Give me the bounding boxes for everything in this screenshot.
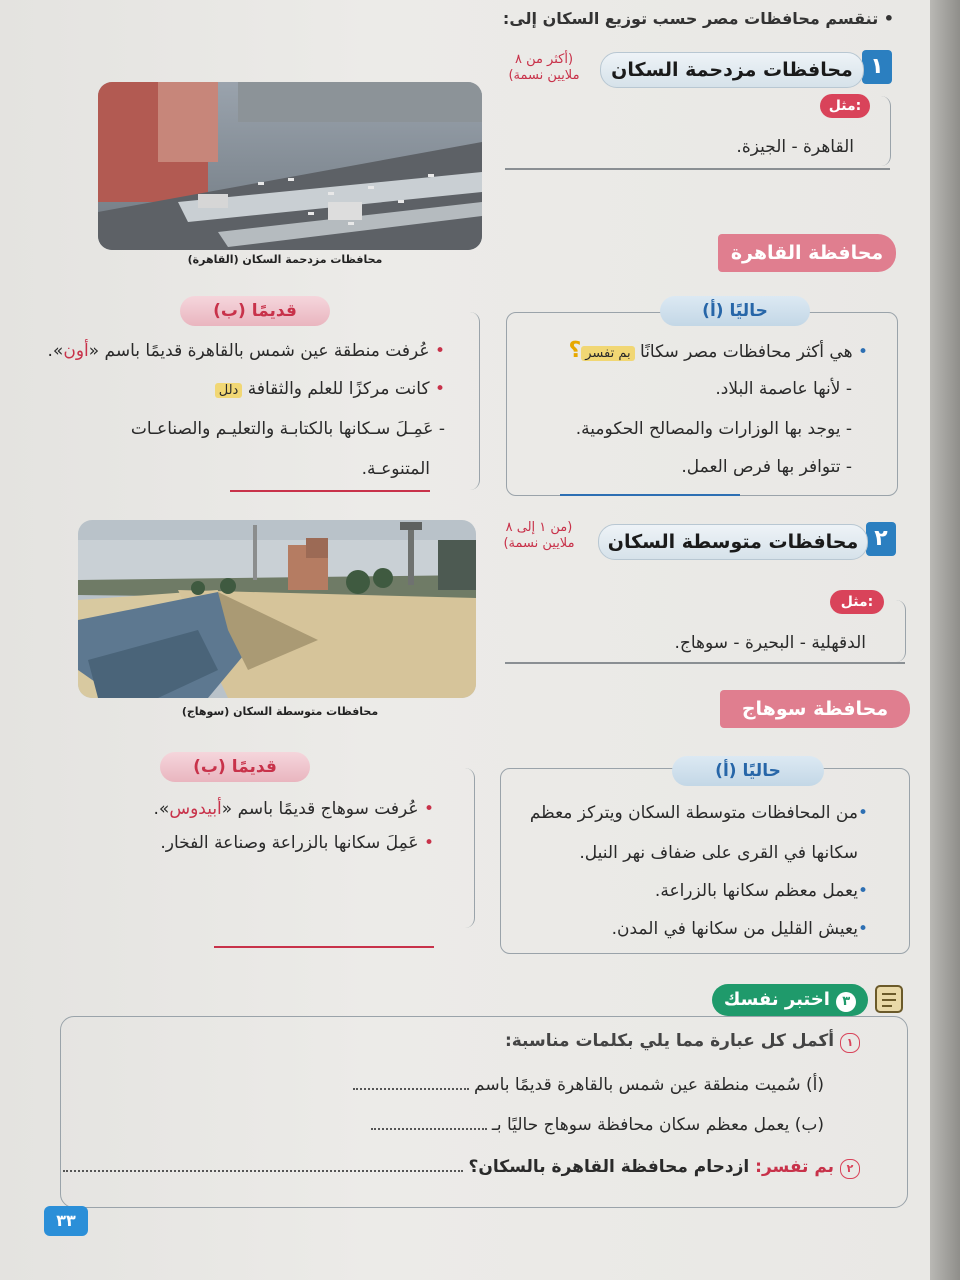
cairo-now-line-3: - يوجد بها الوزارات والمصالح الحكومية. (575, 419, 852, 439)
q1-line (505, 1030, 860, 1053)
section-1-note (494, 52, 594, 84)
cairo-governorate-bar: محافظة القاهرة (718, 234, 896, 272)
cairo-past-line-3: - عَمِـلَ سـكانها بالكتابـة والتعليـم والصناعـات (130, 419, 445, 439)
sohag-past-line-2: • عَمِلَ سكانها بالزراعة وصناعة الفخار. (160, 833, 434, 853)
q1a-label: (أ) (806, 1075, 824, 1095)
section-2-note (484, 520, 594, 552)
test-number: ٣ (836, 992, 856, 1012)
q1a-line (353, 1074, 824, 1096)
sohag-now-line-2: سكانها في القرى على ضفاف نهر النيل. (579, 843, 858, 863)
cairo-now-rule (560, 494, 740, 496)
section-2-title: محافظات متوسطة السكان (598, 524, 868, 560)
q1b-text: يعمل معظم سكان محافظة سوهاج حاليًا بـ (491, 1115, 790, 1135)
sohag-past-rule (214, 946, 434, 948)
q1-text: أكمل كل عبارة مما يلي بكلمات مناسبة: (504, 1031, 835, 1051)
q1b-blank[interactable] (371, 1127, 487, 1130)
section-number-1: ١ (862, 50, 892, 84)
sohag-now-4-text: يعيش القليل من سكانها في المدن. (611, 919, 858, 939)
q1b-line (371, 1114, 825, 1136)
sohag-past-1a: عُرفت سوهاج قديمًا باسم « (221, 799, 419, 819)
sohag-now-1-text: من المحافظات متوسطة السكان ويتركز معظم (529, 803, 858, 823)
sohag-past-line-1: • عُرفت سوهاج قديمًا باسم «أبيدوس». (153, 799, 434, 819)
sohag-past-1-name: أبيدوس (169, 799, 222, 819)
q1a-blank[interactable] (353, 1087, 469, 1090)
example-2-label: مثل: (830, 590, 884, 614)
section-number-2: ٢ (866, 522, 896, 556)
section-2-note-line2: ملايين نسمة) (503, 536, 575, 551)
example-1-underline (505, 168, 890, 170)
cairo-past-2-text: كانت مركزًا للعلم والثقافة (247, 379, 430, 399)
cairo-photo (98, 82, 482, 250)
cairo-now-tab: (أ) حاليًا (660, 296, 810, 326)
cairo-past-tab: (ب) قديمًا (180, 296, 330, 326)
q2-line (63, 1156, 860, 1179)
sohag-past-1c: ». (153, 799, 170, 819)
sohag-now-tab: (أ) حاليًا (672, 756, 824, 786)
q1a-text: سُميت منطقة عين شمس بالقاهرة قديمًا باسم (474, 1075, 801, 1095)
example-1-text: القاهرة - الجيزة. (736, 137, 854, 157)
prove-tag: دلل (215, 383, 243, 398)
sohag-photo-caption: محافظات متوسطة السكان (سوهاج) (181, 705, 379, 718)
q2-label: بم تفسر: (755, 1157, 835, 1177)
section-2-note-line1: (من ١ إلى ٨ (505, 520, 573, 535)
q2-number: ٢ (840, 1159, 860, 1179)
section-1-title: محافظات مزدحمة السكان (600, 52, 864, 88)
question-mark-icon: ؟ (568, 338, 582, 363)
cairo-past-1a: عُرفت منطقة عين شمس بالقاهرة قديمًا باسم « (88, 341, 430, 361)
cairo-now-line-2: - لأنها عاصمة البلاد. (715, 379, 852, 399)
sohag-now-3-text: يعمل معظم سكانها بالزراعة. (654, 881, 858, 901)
page-number: ٣٣ (44, 1206, 88, 1236)
cairo-now-line-4: - تتوافر بها فرص العمل. (681, 457, 852, 477)
sohag-now-line-1: •من المحافظات متوسطة السكان ويتركز معظم (529, 803, 868, 823)
example-2-text: الدقهلية - البحيرة - سوهاج. (674, 633, 866, 653)
section-1-note-line1: (أكثر من ٨ (514, 52, 574, 67)
cairo-past-1c: ». (47, 341, 64, 361)
sohag-past-tab: (ب) قديمًا (160, 752, 310, 782)
example-2-underline (505, 662, 905, 664)
cairo-past-line-2: • كانت مركزًا للعلم والثقافة دلل (215, 378, 445, 402)
q2-text: ازدحام محافظة القاهرة بالسكان؟ (468, 1157, 750, 1177)
sohag-governorate-bar: محافظة سوهاج (720, 690, 910, 728)
test-title: اختبر نفسك (723, 989, 830, 1010)
cairo-now-1-text: هي أكثر محافظات مصر سكانًا (640, 342, 853, 362)
cairo-now-line-1: • هي أكثر محافظات مصر سكانًا بم تفسر؟ (568, 338, 868, 363)
sohag-now-line-4: •يعيش القليل من سكانها في المدن. (611, 919, 868, 939)
cairo-past-rule (230, 490, 430, 492)
q1-number: ١ (840, 1033, 860, 1053)
notebook-icon (872, 982, 906, 1016)
section-1-note-line2: ملايين نسمة) (508, 68, 580, 83)
q1b-label: (ب) (794, 1115, 824, 1135)
explain-tag: بم تفسر (581, 346, 634, 361)
cairo-photo-caption: محافظات مزدحمة السكان (القاهرة) (187, 253, 383, 266)
example-1-label: مثل: (820, 94, 870, 118)
cairo-past-1-name: أون (63, 341, 89, 361)
q2-blank[interactable] (63, 1169, 463, 1172)
sohag-photo (78, 520, 476, 698)
test-yourself-banner (712, 984, 868, 1016)
sohag-past-2-text: عَمِلَ سكانها بالزراعة وصناعة الفخار. (160, 833, 419, 853)
cairo-past-line-1: • عُرفت منطقة عين شمس بالقاهرة قديمًا باسم «أون». (47, 341, 445, 361)
page-edge (930, 0, 960, 1280)
cairo-past-line-4: المتنوعـة. (361, 459, 430, 479)
sohag-now-line-3: •يعمل معظم سكانها بالزراعة. (654, 881, 868, 901)
intro-text: • تنقسم محافظات مصر حسب توزيع السكان إلى: (502, 9, 894, 28)
